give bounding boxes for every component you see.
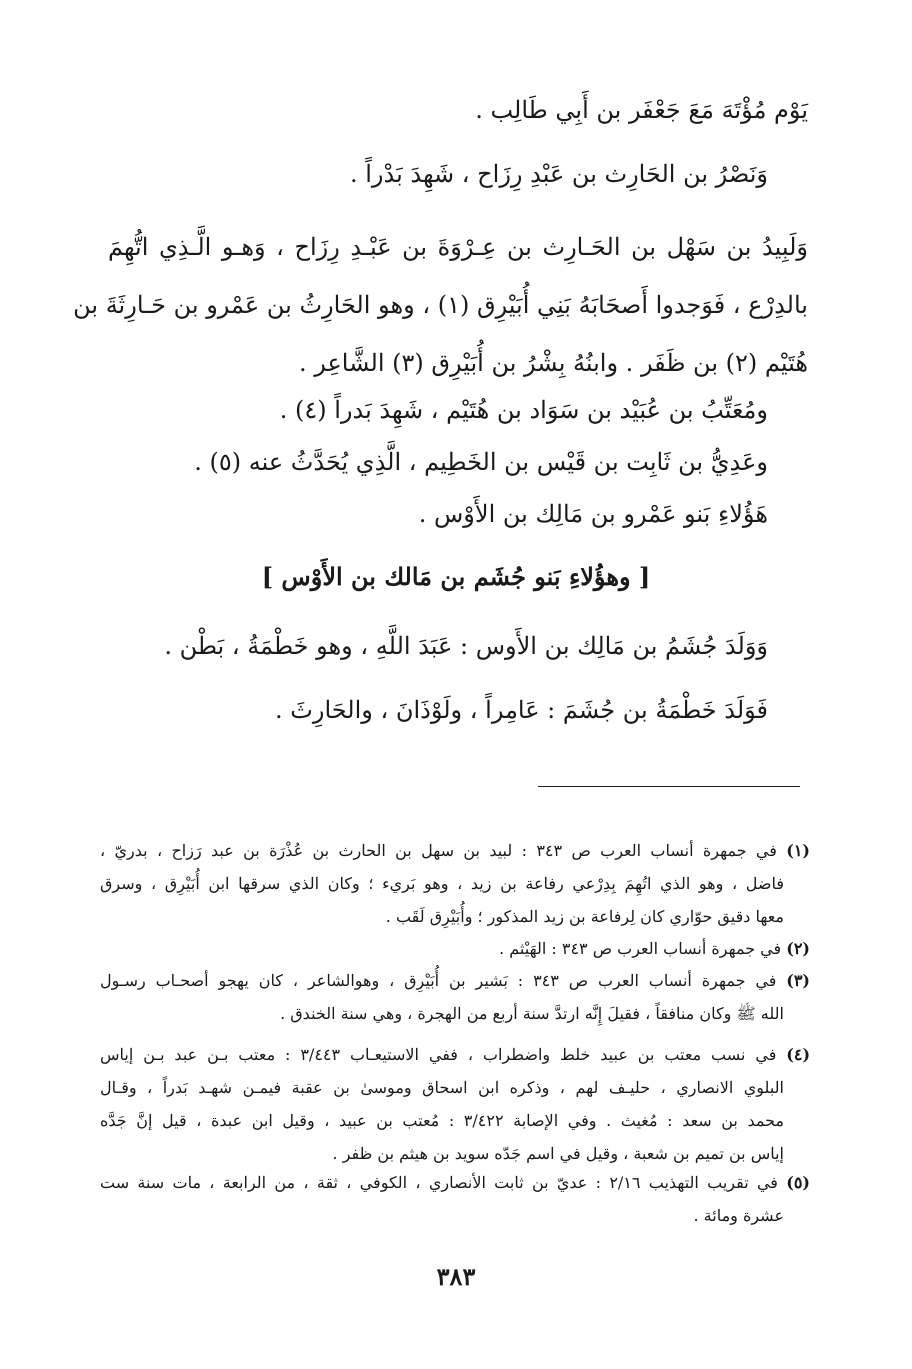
footnote-4 bbox=[100, 1038, 810, 1170]
text-line-1: يَوْم مُؤْتَهَ مَعَ جَعْفَر بن أَبِي طَالِب . bbox=[475, 96, 808, 124]
footnote-text: البلوي الانصاري ، حليـف لهم ، وذكره ابن اسحاق وموسىٰ بن عقبة فيمـن شهـد بَدراً ، وقـال bbox=[100, 1078, 784, 1097]
footnote-text: في جمهرة أنساب العرب ص ٣٤٣ : الهَيْثم . bbox=[499, 939, 782, 958]
footnote-text: معها دقيق حوّاري كان لِرفاعة بن زيد المذكور ؛ وأُبَيْرِق لَقَب . bbox=[385, 907, 784, 926]
para-line: وَلَبِيدُ بن سَهْل بن الحَـارِث بن عِـرْوَةَ بن عَبْـدِ رِزَاح ، وَهـو الَّـذِي اتُّهِمَ bbox=[108, 233, 808, 261]
footnote-text: عشرة ومائة . bbox=[693, 1206, 784, 1225]
footnote-number: (٢) bbox=[786, 939, 810, 958]
para-line: هُتَيْم (٢) بن ظَفَر . وابنُهُ بِشْرُ بن أُبَيْرِق (٣) الشَّاعِر . bbox=[298, 349, 808, 377]
text-line-jusham: وَوَلَدَ جُشَمُ بن مَالِك بن الأَوس : عَبَدَ اللَّهِ ، وهو خَطْمَةُ ، بَطْن . bbox=[164, 632, 768, 660]
footnote-text: الله ﷺ وكان منافقاً ، فقيلَ إِنَّه ارتدَّ سنة أربع من الهجرة ، وهي سنة الخندق . bbox=[280, 1004, 784, 1023]
footnote-3 bbox=[100, 964, 810, 1030]
para-line: بالدِرْع ، فَوَجدوا أَصحَابَهُ بَنِي أُبَيْرِق (١) ، وهو الحَارِثُ بن عَمْرو بن حَـارِثَةَ بن bbox=[73, 291, 808, 319]
footnote-number: (٤) bbox=[786, 1045, 811, 1064]
page-number: ٣٨٣ bbox=[436, 1262, 476, 1291]
footnote-5 bbox=[100, 1166, 810, 1232]
footnote-1 bbox=[100, 834, 810, 933]
text-line-2: وَنَصْرُ بن الحَارِث بن عَبْدِ رِزَاح ، شَهِدَ بَدْراً . bbox=[349, 160, 768, 188]
text-line-khatma: فَوَلَدَ خَطْمَةُ بن جُشَمَ : عَامِراً ، ولَوْذَانَ ، والحَارِثَ . bbox=[275, 696, 768, 724]
footnote-text: في جمهرة أنساب العرب ص ٣٤٣ : بَشير بن أُبَيْرِق ، وهوالشاعر ، كان يهجو أصحـاب رسـول bbox=[100, 971, 777, 990]
footnote-text: فاضل ، وهو الذي اتُهِمَ بِدِرْعي رفاعة بن زيد ، وهو بَريء ؛ وكان الذي سرقها ابن أُبَيْرِق ، وسرق bbox=[100, 874, 784, 893]
text-line-summary: هَؤُلاءِ بَنو عَمْرو بن مَالِك بن الأَوْس . bbox=[418, 500, 768, 528]
footnote-2 bbox=[100, 932, 810, 965]
footnote-text: في تقريب التهذيب ٢/١٦ : عديّ بن ثابت الأنصاري ، الكوفي ، ثقة ، من الرابعة ، مات سنة ست bbox=[100, 1173, 778, 1192]
footnote-number: (١) bbox=[786, 841, 810, 860]
paragraph-labid bbox=[73, 218, 808, 392]
footnote-separator bbox=[538, 786, 800, 787]
footnote-text: في جمهرة أنساب العرب ص ٣٤٣ : لبيد بن سهل بن الحارث بن عُذْرَة بن عبد رَزاح ، بدريّ ، bbox=[100, 841, 777, 860]
footnote-number: (٥) bbox=[786, 1173, 810, 1192]
footnote-number: (٣) bbox=[786, 971, 810, 990]
text-line-muattib: ومُعَتِّبُ بن عُبَيْد بن سَوَاد بن هُتَيْم ، شَهِدَ بَدراً (٤) . bbox=[279, 396, 768, 424]
footnote-text: في نسب معتب بن عبيد خلط واضطراب ، ففي الاستيعـاب ٣/٤٤٣ : معتب بـن عبد بـن إياس bbox=[100, 1045, 777, 1064]
footnote-text: محمد بن سعد : مُغيث . وفي الإصابة ٣/٤٢٢ : مُعتب بن عبيد ، وقيل ابن عبدة ، قيل إنَّ جَدَّه bbox=[100, 1111, 785, 1130]
section-heading: [ وهؤُلاءِ بَنو جُشَم بن مَالك بن الأَوْس ] bbox=[261, 562, 651, 591]
footnote-text: إياس بن تميم بن شعبة ، وقيل في اسم جَدّه سويد بن هيثم بن ظفر . bbox=[332, 1144, 784, 1163]
text-line-adiy: وعَدِيُّ بن ثَابِت بن قَيْس بن الخَطِيم ، الَّذِي يُحَدَّثُ عنه (٥) . bbox=[194, 448, 768, 476]
